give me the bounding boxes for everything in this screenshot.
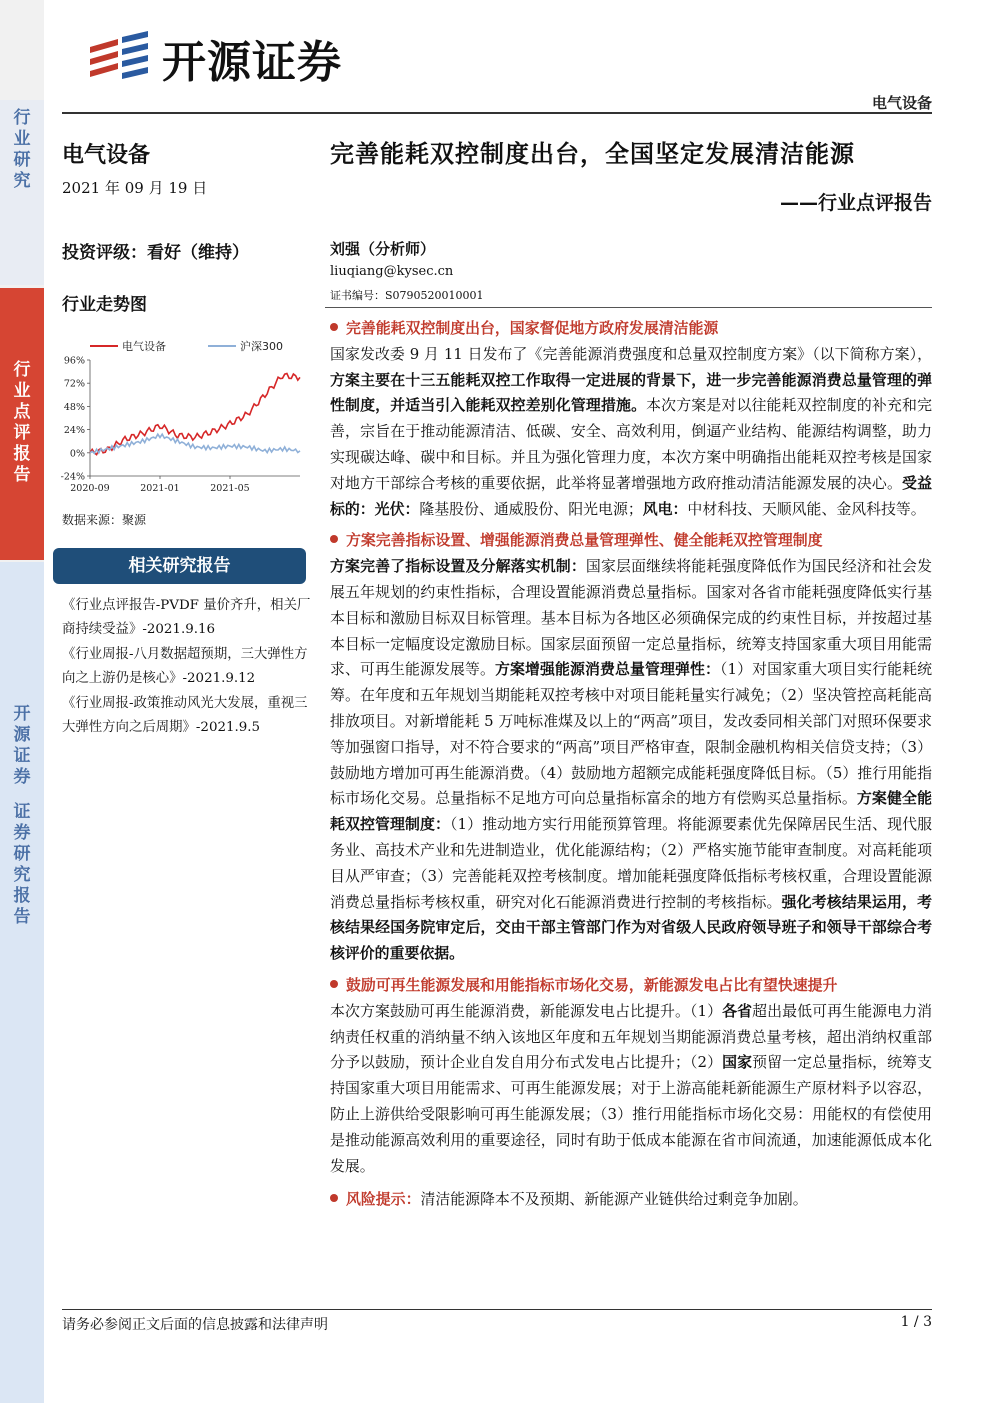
related-report-link[interactable]: 《行业周报-八月数据超预期，三大弹性方向之上游仍是核心》-2021.9.12 <box>62 647 308 686</box>
sidebar-text: 行 业 研 究 <box>13 108 31 191</box>
bold-text: 方案增强能源消费总量管理弹性： <box>494 660 720 679</box>
analyst-email[interactable]: liuqiang@kysec.cn <box>330 264 454 279</box>
y-tick-label: 48% <box>63 401 85 413</box>
header-industry-tag: 电气设备 <box>871 94 932 112</box>
sidebar-text: 证 券 研 究 报 告 <box>13 802 31 927</box>
y-tick-label: -24% <box>60 471 85 483</box>
analyst-certificate: 证书编号：S0790520010001 <box>330 289 484 302</box>
section-heading-text: 方案完善指标设置、增强能源消费总量管理弹性、健全能耗双控管理制度 <box>346 531 823 550</box>
sidebar-kysec-research <box>0 562 44 1403</box>
bullet-icon <box>330 323 338 331</box>
bold-text: 受益标的：光伏： <box>330 473 932 518</box>
text: 国家层面继续将能耗强度降低作为国民经济和社会发展五年规划的约束性指标，合理设置能源消费总量指标。国家对各省市能耗强度降低实行基本目标和激励目标双目标管理。基本目标为各地区必须确保完成的约束性目标，并按超过基本目标一定幅度设定激励目标。国家层面预留一定总量指标，统筹支持国家重大项目用能需求、可再生能源发展等。 <box>330 557 932 679</box>
report-body <box>330 316 932 1213</box>
x-tick-label: 2021-01 <box>140 483 180 494</box>
analyst-divider <box>325 307 932 308</box>
text: 本次方案是对以往能耗双控制度的补充和完善，宗旨在于推动能源清洁、低碳、安全、高效利用，倒逼产业结构、能源结构调整，助力实现碳达峰、碳中和目标。并且为强化管理力度，本次方案中明确指出能耗双控考核是国家对地方干部综合考核的重要依据，此举将显著增强地方政府推动清洁能源发展的决心。 <box>330 396 932 492</box>
section-heading <box>330 316 932 342</box>
report-date: 2021 年 09 月 19 日 <box>62 179 208 197</box>
legend-label: 电气设备 <box>122 340 166 353</box>
bold-text: 方案健全能耗双控管理制度： <box>330 789 932 834</box>
x-tick-label: 2020-09 <box>70 483 110 494</box>
section-heading <box>330 973 932 999</box>
bold-text: 方案主要在十三五能耗双控工作取得一定进展的背景下，进一步完善能源消费总量管理的弹性制度，并适当引入能耗双控差别化管理措施。 <box>330 370 932 415</box>
section-heading-text: 完善能耗双控制度出台，国家督促地方政府发展清洁能源 <box>346 319 719 337</box>
y-tick-label: 24% <box>63 425 85 437</box>
analyst-name: 刘强（分析师） <box>330 240 436 258</box>
text: 超出最低可再生能源电力消纳责任权重的消纳量不纳入该地区年度和五年规划当期能源消费总量考核，超出消纳权重部分予以鼓励，预计企业自发自用分布式发电占比提升；（2） <box>330 1001 932 1072</box>
sidebar-text: 行 业 点 评 报 告 <box>13 360 31 485</box>
bullet-icon <box>330 1194 338 1202</box>
company-name: 开源证券 <box>162 37 342 88</box>
section-paragraph <box>330 554 932 967</box>
section-heading <box>330 528 932 554</box>
text: （1）推动地方实行用能预算管理。将能源要素优先保障居民生活、现代服务业、高技术产业和先进制造业，优化能源结构；（2）严格实施节能审查制度。对高耗能项目从严审查；（3）完善能耗双控考核制度。增加能耗强度降低指标考核权重，合理设置能源消费总量指标考核权重，研究对化石能源消费进行控制的考核指标。 <box>330 815 932 911</box>
footer-divider <box>62 1309 932 1310</box>
bold-text: 国家 <box>722 1053 753 1072</box>
section-paragraph <box>330 999 932 1180</box>
related-reports-list <box>62 594 312 741</box>
bold-text: 方案完善了指标设置及分解落实机制： <box>330 557 586 576</box>
sidebar-text: 开 源 证 券 <box>13 704 31 787</box>
sidebar-report-type <box>0 288 44 560</box>
trend-chart-title: 行业走势图 <box>62 295 147 315</box>
investment-rating: 投资评级：看好（维持） <box>62 243 249 263</box>
risk-text: 清洁能源降本不及预期、新能源产业链供给过剩竞争加剧。 <box>420 1190 808 1209</box>
report-title: 完善能耗双控制度出台，全国坚定发展清洁能源 <box>330 140 855 168</box>
y-tick-label: 0% <box>69 448 85 460</box>
related-reports-header: 相关研究报告 <box>53 548 306 584</box>
text: 隆基股份、通威股份、阳光电源； <box>419 499 643 518</box>
sidebar-industry-research <box>0 100 44 285</box>
series-line <box>90 374 300 455</box>
industry-trend-chart <box>56 334 306 504</box>
footer-disclaimer: 请务必参阅正文后面的信息披露和法律声明 <box>62 1317 328 1333</box>
text: 预留一定总量指标，统筹支持国家重大项目用能需求、可再生能源发展；对于上游高能耗新能源生产原材料予以容忍，防止上游供给受限影响可再生能源发展；（3）推行用能指标市场化交易：用能权的有偿使用是推动能源高效利用的重要途径，同时有助于低成本能源在省市间流通，加速能源低成本化发展。 <box>330 1053 932 1175</box>
chart-source: 数据来源：聚源 <box>62 513 147 527</box>
section-heading-text: 鼓励可再生能源发展和用能指标市场化交易，新能源发电占比有望快速提升 <box>346 975 838 994</box>
page-number: 1 / 3 <box>900 1314 932 1330</box>
risk-label: 风险提示： <box>346 1190 421 1209</box>
report-subtitle: ——行业点评报告 <box>779 192 932 214</box>
related-report-link[interactable]: 《行业点评报告-PVDF 量价齐升，相关厂商持续受益》-2021.9.16 <box>62 598 311 637</box>
y-tick-label: 96% <box>63 355 85 367</box>
text: （1）对国家重大项目实行能耗统筹。在年度和五年规划当期能耗双控考核中对项目能耗量实行减免；（2）坚决管控高耗能高排放项目。对新增能耗 5 万吨标准煤及以上的“两高”项目，发改委同相关部门对照环保要求等加强窗口指导，对不符合要求的“两高”项目严格审查，限制金融机构相关信贷支持；（3）鼓励地方增加可再生能源消费。（4）鼓励地方超额完成能耗强度降低目标。（5）推行用能指标市场化交易。总量指标不足地方可向总量指标富余的地方有偿购买总量指标。 <box>330 660 932 808</box>
section-paragraph <box>330 342 932 523</box>
related-report-link[interactable]: 《行业周报-政策推动风光大发展，重视三大弹性方向之后周期》-2021.9.5 <box>62 696 308 735</box>
y-tick-label: 72% <box>63 378 85 390</box>
bullet-icon <box>330 535 338 543</box>
header-divider <box>62 112 932 114</box>
legend-label: 沪深300 <box>240 340 283 353</box>
kysec-logo-icon <box>88 29 150 87</box>
text: 中材科技、天顺风能、金风科技等。 <box>687 499 926 518</box>
bold-text: 强化考核结果运用，考核结果经国务院审定后，交由干部主管部门作为对省级人民政府领导班子和领导干部综合考核评价的重要依据。 <box>330 892 932 963</box>
x-tick-label: 2021-05 <box>210 483 250 494</box>
company-logo <box>88 26 388 90</box>
text: 国家发改委 9 月 11 日发布了《完善能源消费强度和总量双控制度方案》（以下简称方案）， <box>330 344 932 363</box>
bullet-icon <box>330 980 338 988</box>
bold-text: 风电： <box>642 499 688 518</box>
left-sidebar <box>0 0 44 1403</box>
bold-text: 各省 <box>722 1001 753 1020</box>
industry-name: 电气设备 <box>62 143 151 168</box>
risk-warning <box>330 1187 932 1213</box>
text: 本次方案鼓励可再生能源消费，新能源发电占比提升。（1） <box>330 1001 723 1020</box>
